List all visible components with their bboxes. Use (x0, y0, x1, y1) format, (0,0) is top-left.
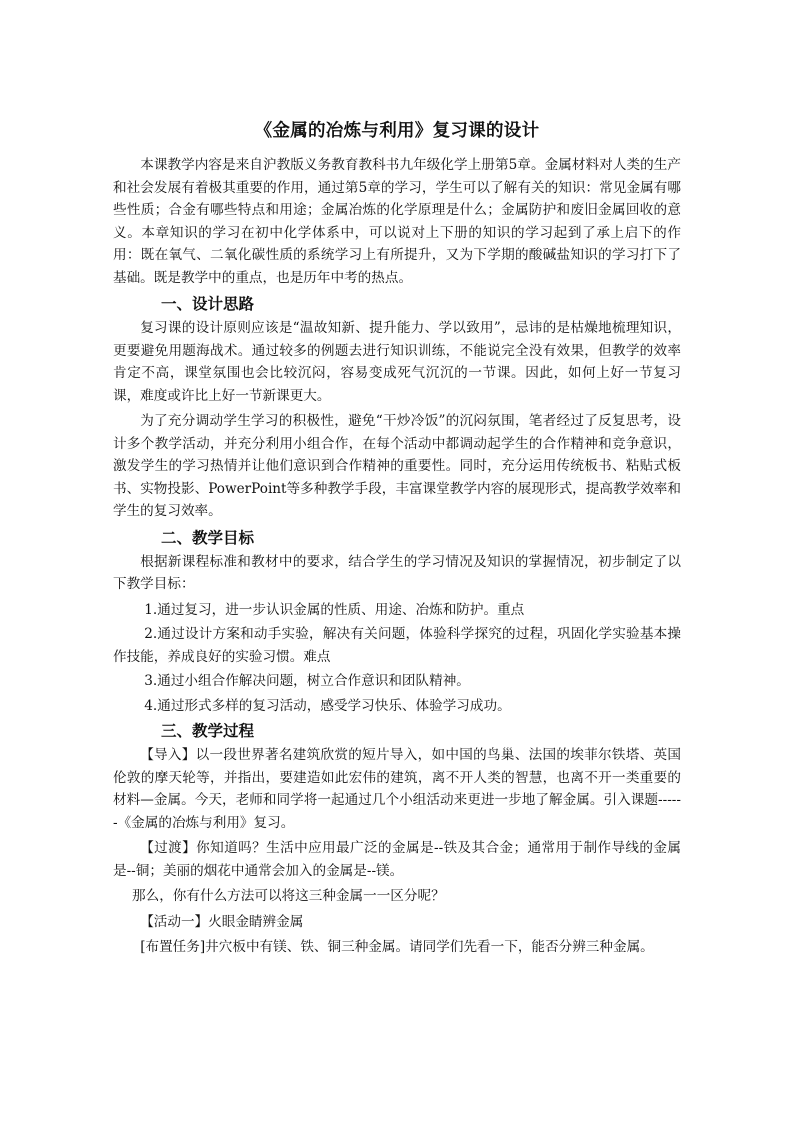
section-heading-design: 一、设计思路 (161, 294, 255, 313)
activity-one-task-paragraph: [布置任务]井穴板中有镁、铁、铜三种金属。请同学们先看一下，能否分辨三种金属。 (140, 939, 654, 955)
process-transition-paragraph: 【过渡】你知道吗？生活中应用最广泛的金属是--铁及其合金；通常用于制作导线的金属是--铜；美丽的烟花中通常会加入的金属是--镁。 (113, 840, 681, 879)
section-heading-goals: 二、教学目标 (161, 527, 255, 547)
goal-item-3: 3.通过小组合作解决问题，树立合作意识和团队精神。 (144, 673, 470, 689)
design-paragraph-1: 复习课的设计原则应该是“温故知新、提升能力、学以致用”，忌讳的是枯燥地梳理知识，更要避免用题海战术。通过较多的例题去进行知识训练，不能说完全没有效果，但教学的效率肯定不高，课堂氛围也会比较沉闷，容易变成死气沉沉的一节课。因此，如何上好一节复习课，难度或许比上好一节新课更大。 (113, 320, 681, 404)
process-intro-paragraph: 【导入】以一段世界著名建筑欣赏的短片导入，如中国的鸟巢、法国的埃菲尔铁塔、英国伦敦的摩天轮等，并指出，要建造如此宏伟的建筑，离不开人类的智慧，也离不开一类重要的材料—金属。今天，老师和同学将一起通过几个小组活动来更进一步地了解金属。引入课题------《金属的冶炼与利用》复习。 (113, 747, 681, 831)
section-heading-process: 三、教学过程 (161, 721, 255, 740)
goal-item-4: 4.通过形式多样的复习活动，感受学习快乐、体验学习成功。 (144, 697, 511, 714)
goal-item-2: 2.通过设计方案和动手实验，解决有关问题，体验科学探究的过程，巩固化学实验基本操作技能，养成良好的实验习惯。难点 (113, 626, 681, 665)
goals-intro-paragraph: 根据新课程标准和教材中的要求，结合学生的学习情况及知识的掌握情况，初步制定了以下教学目标： (113, 553, 681, 592)
goal-item-1: 1.通过复习，进一步认识金属的性质、用途、冶炼和防护。重点 (144, 601, 525, 618)
process-question-paragraph: 那么，你有什么方法可以将这三种金属一一区分呢？ (132, 888, 445, 904)
activity-one-heading: 【活动一】火眼金睛辨金属 (140, 913, 304, 930)
design-paragraph-2: 为了充分调动学生学习的积极性，避免“干炒冷饭”的沉闷氛围，笔者经过了反复思考，设计多个教学活动，并充分利用小组合作，在每个活动中都调动起学生的合作精神和竞争意识，激发学生的学习热情并让他们意识到合作精神的重要性。同时，充分运用传统板书、粘贴式板书、实物投影、PowerPoint等多种教学手段，丰富课堂教学内容的展现形式，提高教学效率和学生的复习效率。 (113, 413, 681, 519)
document-page (113, 118, 681, 962)
intro-paragraph: 本课教学内容是来自沪教版义务教育教科书九年级化学上册第5章。金属材料对人类的生产和社会发展有着极其重要的作用，通过第5章的学习，学生可以了解有关的知识：常见金属有哪些性质；合金有哪些特点和用途；金属冶炼的化学原理是什么；金属防护和废旧金属回收的意义。本章知识的学习在初中化学体系中，可以说对上下册的知识的学习起到了承上启下的作用：既在氧气、二氧化碳性质的系统学习上有所提升，又为下学期的酸碱盐知识的学习打下了基础。既是教学中的重点，也是历年中考的热点。 (113, 157, 681, 286)
document-title: 《金属的冶炼与利用》复习课的设计 (254, 121, 540, 141)
